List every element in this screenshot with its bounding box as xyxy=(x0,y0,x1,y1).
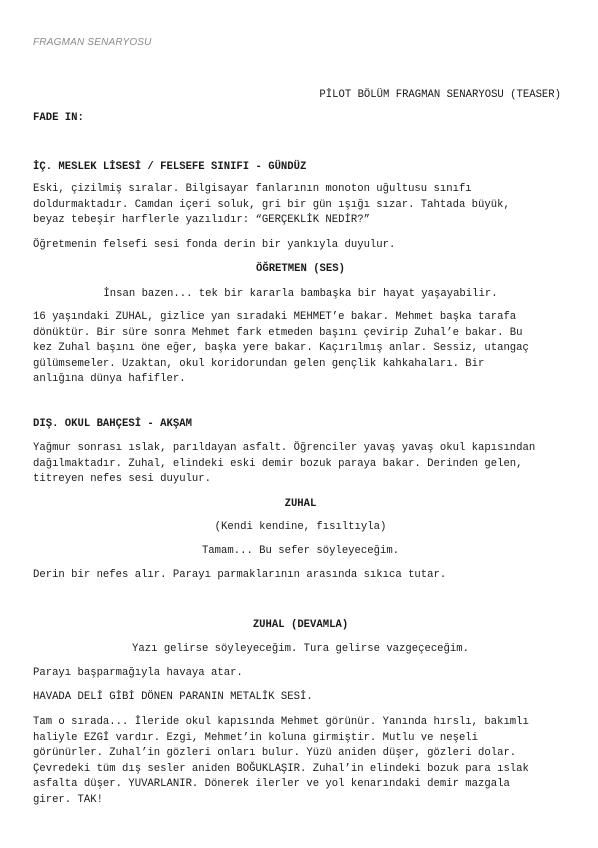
scene2-action-2: Derin bir nefes alır. Parayı parmaklarının arasında sıkıca tutar. xyxy=(33,569,447,581)
scene2-action-3: Parayı başparmağıyla havaya atar. xyxy=(33,667,243,679)
dialogue-1: İnsan bazen... tek bir kararla bambaşka bir hayat yaşayabilir. xyxy=(103,288,498,300)
fade-in-transition: FADE IN: xyxy=(33,112,84,124)
document-header-label: FRAGMAN SENARYOSU xyxy=(33,37,152,48)
parenthetical-2: (Kendi kendine, fısıltıyla) xyxy=(214,521,387,533)
scene1-action-1: Eski, çizilmiş sıralar. Bilgisayar fanlarının monoton uğultusu sınıfı doldurmaktadır. Camdan içeri soluk, gri bir gün ışığı sızar. Tahtada büyük, beyaz tebeşir harflerle yazılıdır: “GERÇEKLİK NEDİR?” xyxy=(33,183,510,226)
scene2-action-5: Tam o sırada... İleride okul kapısında Mehmet görünür. Yanında hırslı, bakımlı haliyle EZGİ vardır. Ezgi, Mehmet’in koluna girmiştir. Mutlu ve neşeli görünürler. Zuhal’in gözleri onları bulur. Yüzü aniden düşer, gözleri dolar. Çevredeki tüm dış sesler aniden BOĞUKLAŞIR. Zuhal’in elindeki bozuk para ıslak asfalta düşer. YUVARLANIR. Dönerek ilerler ve yol kenarındaki demir mazgala girer. TAK! xyxy=(33,716,529,806)
scene2-action-4: HAVADA DELİ GİBİ DÖNEN PARANIN METALİK SESİ. xyxy=(33,691,313,703)
character-name-3: ZUHAL (DEVAMLA) xyxy=(252,619,349,631)
character-name-1: ÖĞRETMEN (SES) xyxy=(255,263,345,275)
dialogue-3: Yazı gelirse söyleyeceğim. Tura gelirse vazgeçeceğim. xyxy=(132,643,469,655)
scene2-action-1: Yağmur sonrası ıslak, parıldayan asfalt. Öğrenciler yavaş yavaş okul kapısından dağılmaktadır. Zuhal, elindeki eski demir bozuk paraya bakar. Derinden gelen, titreyen nefes sesi duyulur. xyxy=(33,442,536,485)
scene1-action-3: 16 yaşındaki ZUHAL, gizlice yan sıradaki MEHMET’e bakar. Mehmet başka tarafa dönüktür. Bir süre sonra Mehmet fark etmeden başını çevirip Zuhal’e bakar. Bu kez Zuhal başını öne eğer, başka yere bakar. Kaçırılmış anlar. Sessiz, utangaç gülümsemeler. Uzaktan, okul koridorundan gelen gençlik kahkahaları. Bir anlığına dünya hafifler. xyxy=(33,311,529,385)
scene1-action-2: Öğretmenin felsefi sesi fonda derin bir yankıyla duyulur. xyxy=(33,239,396,251)
character-name-2: ZUHAL xyxy=(284,498,317,510)
scene-heading-1: İÇ. MESLEK LİSESİ / FELSEFE SINIFI - GÜNDÜZ xyxy=(33,161,307,173)
dialogue-2: Tamam... Bu sefer söyleyeceğim. xyxy=(201,545,400,557)
scene-heading-2: DIŞ. OKUL BAHÇESİ - AKŞAM xyxy=(33,418,192,430)
script-title: PİLOT BÖLÜM FRAGMAN SENARYOSU (TEASER) xyxy=(319,89,561,101)
